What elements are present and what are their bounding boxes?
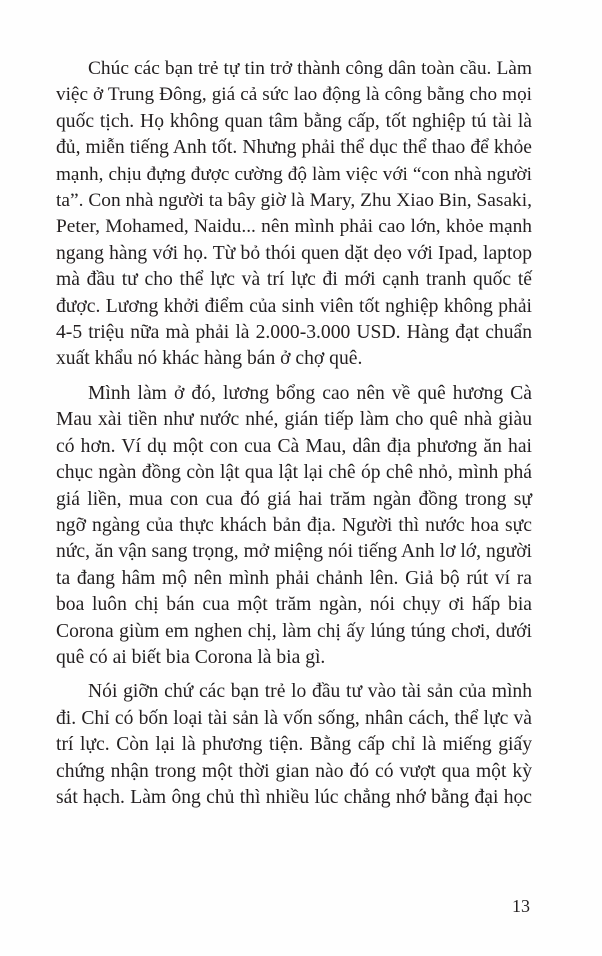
text-line: trí lực. Còn lại là phương tiện. Bằng cấp chỉ là miếng giấy (56, 734, 532, 756)
text-line: Corona giùm em nghen chị, làm chị ấy lúng túng chơi, dưới (56, 620, 532, 642)
text-line: mà đầu tư cho thể lực và trí lực đi mới cạnh tranh quốc tế (56, 269, 532, 291)
text-line: có hơn. Ví dụ một con cua Cà Mau, dân địa phương ăn hai (56, 435, 532, 457)
text-line: ngỡ ngàng của thực khách bản địa. Người thì nước hoa sực (56, 514, 532, 536)
text-line: chứng nhận trong một thời gian nào đó có vượt qua một kỳ (56, 760, 532, 782)
text-line: được. Lương khởi điểm của sinh viên tốt nghiệp không phải (56, 295, 532, 317)
body-text (56, 56, 532, 811)
text-line: giá liền, mua con cua đó giá hai trăm ngàn đồng trong sự (56, 488, 532, 510)
text-line: Chúc các bạn trẻ tự tin trở thành công dân toàn cầu. Làm (88, 58, 532, 79)
text-line: ta”. Con nhà người ta bây giờ là Mary, Zhu Xiao Bin, Sasaki, (56, 190, 532, 212)
text-line: Mau xài tiền như nước nhé, gián tiếp làm cho quê nhà giàu (56, 409, 532, 431)
text-line: Mình làm ở đó, lương bổng cao nên về quê hương Cà (88, 382, 532, 404)
text-line: chục ngàn đồng còn lật qua lật lại chê óp chê nhỏ, mình phá (56, 462, 532, 484)
text-line: Nói giỡn chứ các bạn trẻ lo đầu tư vào tài sản của mình (88, 681, 532, 703)
text-line: boa luôn chị bán cua một trăm ngàn, nói chụy ơi hấp bia (56, 594, 532, 616)
text-line: 4-5 triệu nữa mà phải là 2.000-3.000 USD. Hàng đạt chuẩn (56, 322, 532, 344)
text-line: nức, ăn vận sang trọng, mở miệng nói tiếng Anh lơ lớ, người (56, 541, 532, 563)
text-line: việc ở Trung Đông, giá cả sức lao động là công bằng cho mọi (56, 84, 532, 106)
text-line: mạnh, chịu đựng được cường độ làm việc với “con nhà người (56, 163, 532, 185)
text-line: Peter, Mohamed, Naidu... nên mình phải cao lớn, khỏe mạnh (56, 216, 532, 238)
text-line: sát hạch. Làm ông chủ thì nhiều lúc chẳng nhớ bằng đại học (56, 786, 532, 808)
text-line: đủ, miễn tiếng Anh tốt. Nhưng phải thể dục thể thao để khỏe (56, 137, 532, 159)
text-line: quốc tịch. Họ không quan tâm bằng cấp, tốt nghiệp tú tài là (56, 110, 532, 132)
text-line: ngang hàng với họ. Từ bỏ thói quen dặt dẹo với Ipad, laptop (56, 242, 532, 264)
text-line: đi. Chỉ có bốn loại tài sản là vốn sống, nhân cách, thể lực và (56, 707, 532, 729)
paragraph-2 (56, 381, 532, 671)
paragraph-3 (56, 679, 532, 811)
page-number: 13 (512, 896, 530, 916)
text-line: quê có ai biết bia Corona là bia gì. (56, 646, 326, 668)
text-line: ta đang hâm mộ nên mình phải chảnh lên. Giả bộ rút ví ra (56, 567, 532, 589)
paragraph-1 (56, 56, 532, 373)
text-line: xuất khẩu nó khác hàng bán ở chợ quê. (56, 348, 363, 370)
